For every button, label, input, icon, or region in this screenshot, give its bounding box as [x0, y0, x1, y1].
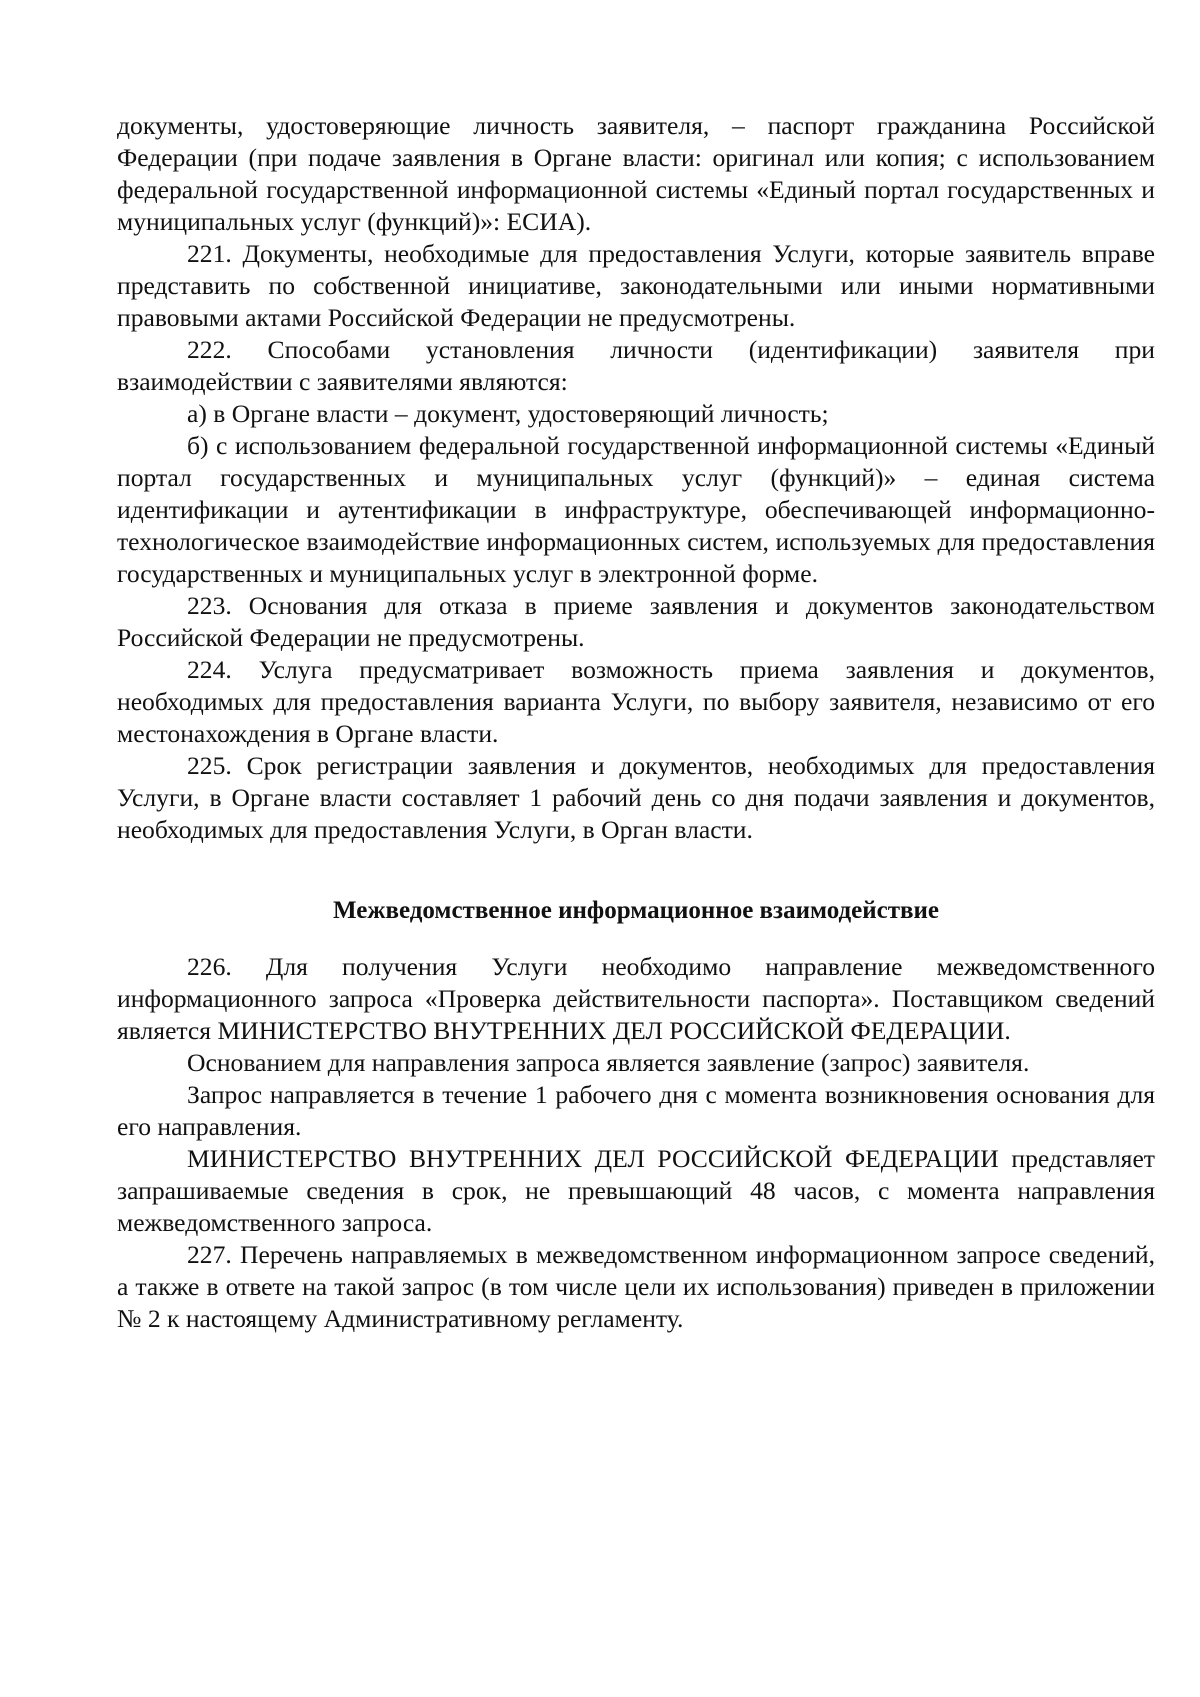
paragraph-222: 222. Способами установления личности (идентификации) заявителя при взаимодействии с заявителями являются:	[117, 335, 1155, 396]
paragraph-request-basis: Основанием для направления запроса является заявление (запрос) заявителя.	[187, 1048, 1030, 1077]
paragraph-222-a: а) в Органе власти – документ, удостоверяющий личность;	[187, 399, 829, 428]
spacer	[117, 927, 1155, 951]
paragraph-request-timing: Запрос направляется в течение 1 рабочего дня с момента возникновения основания для его направления.	[117, 1080, 1155, 1141]
paragraph-225: 225. Срок регистрации заявления и документов, необходимых для предоставления Услуги, в Органе власти составляет 1 рабочий день со дня подачи заявления и документов, необходимых для предоставления Услуги, в Орган власти.	[117, 751, 1155, 844]
paragraph-227: 227. Перечень направляемых в межведомственном информационном запросе сведений, а также в ответе на такой запрос (в том числе цели их использования) приведен в приложении № 2 к настоящему Административному регламенту.	[117, 1240, 1155, 1333]
paragraph-224: 224. Услуга предусматривает возможность приема заявления и документов, необходимых для предоставления варианта Услуги, по выбору заявителя, независимо от его местонахождения в Органе власти.	[117, 655, 1155, 748]
paragraph-223: 223. Основания для отказа в приеме заявления и документов законодательством Российской Федерации не предусмотрены.	[117, 591, 1155, 652]
spacer	[117, 846, 1155, 895]
paragraph-mvd-response: МИНИСТЕРСТВО ВНУТРЕННИХ ДЕЛ РОССИЙСКОЙ ФЕДЕРАЦИИ представляет запрашиваемые сведения в срок, не превышающий 48 часов, с момента направления межведомственного запроса.	[117, 1144, 1155, 1237]
paragraph-221: 221. Документы, необходимые для предоставления Услуги, которые заявитель вправе представить по собственной инициативе, законодательными или иными нормативными правовыми актами Российской Федерации не предусмотрены.	[117, 239, 1155, 332]
paragraph-222-b: б) с использованием федеральной государственной информационной системы «Единый портал государственных и муниципальных услуг (функций)» – единая система идентификации и аутентификации в инфраструктуре, обеспечивающей информационно-технологическое взаимодействие информационных систем, используемых для предоставления государственных и муниципальных услуг в электронной форме.	[117, 431, 1155, 588]
paragraph-226: 226. Для получения Услуги необходимо направление межведомственного информационного запроса «Проверка действительности паспорта». Поставщиком сведений является МИНИСТЕРСТВО ВНУТРЕННИХ ДЕЛ РОССИЙСКОЙ ФЕДЕРАЦИИ.	[117, 952, 1155, 1045]
document-page	[117, 110, 1155, 1335]
paragraph-identity-documents: документы, удостоверяющие личность заявителя, – паспорт гражданина Российской Федерации (при подаче заявления в Органе власти: оригинал или копия; с использованием федеральной государственной информационной системы «Единый портал государственных и муниципальных услуг (функций)»: ЕСИА).	[117, 111, 1155, 236]
section-heading: Межведомственное информационное взаимодействие	[333, 897, 939, 924]
